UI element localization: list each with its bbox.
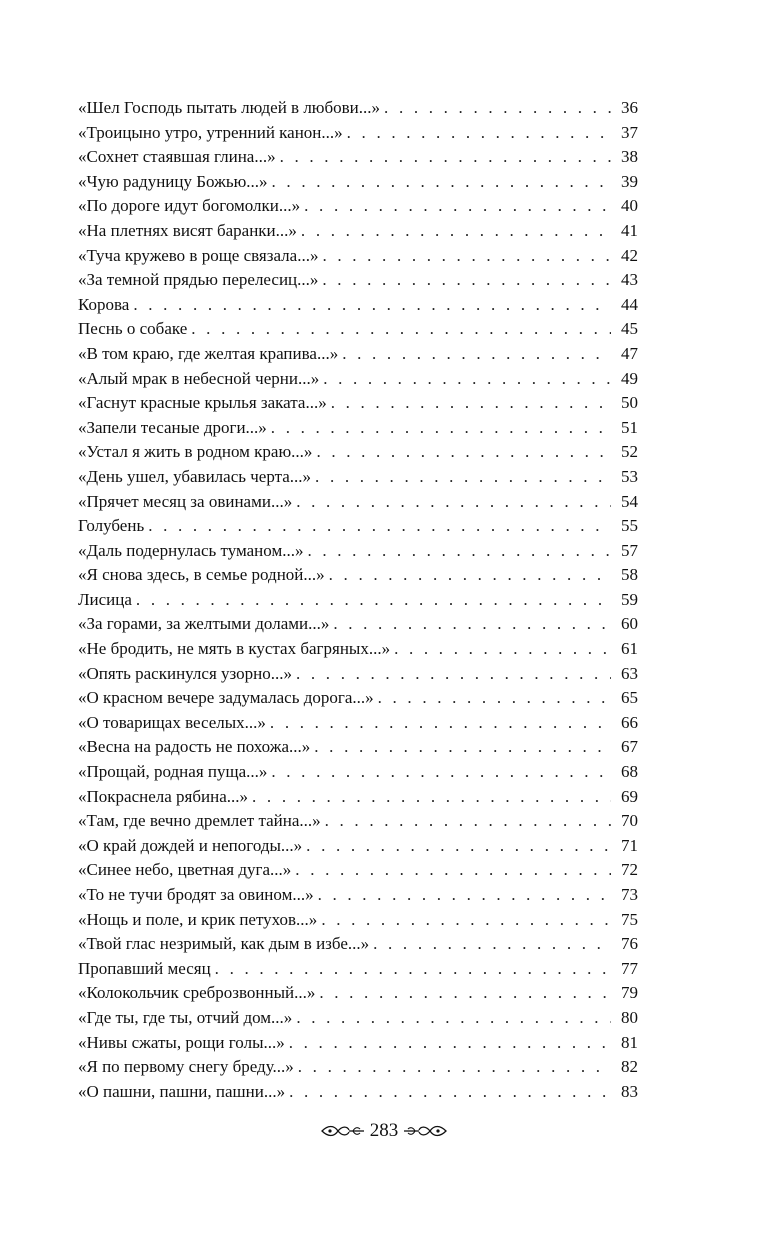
toc-entry-title: Пропавший месяц [78,958,211,978]
toc-entry-page: 49 [621,368,638,388]
toc-entry [78,1055,638,1080]
dot-leader [191,317,611,342]
dot-leader [323,367,611,392]
dot-leader [315,465,611,490]
toc-entry-page: 66 [621,712,638,732]
dot-leader [270,711,611,736]
floral-ornament-right-icon [402,1121,448,1141]
toc-entry-page: 81 [621,1032,638,1052]
toc-entry-title: «Нивы сжаты, рощи голы...» [78,1032,285,1052]
toc-entry [78,637,638,662]
toc-entry-title: «Туча кружево в роще связала...» [78,245,319,265]
dot-leader [307,539,611,564]
dot-leader [331,391,611,416]
toc-entry-page: 42 [621,245,638,265]
toc-entry [78,686,638,711]
toc-entry [78,563,638,588]
dot-leader [325,809,611,834]
floral-ornament-left-icon [320,1121,366,1141]
toc-entry-title: «Не бродить, не мять в кустах багряных...» [78,639,391,659]
dot-leader [321,908,611,933]
toc-entry-title: «Гаснут красные крылья заката...» [78,393,327,413]
dot-leader [384,96,611,121]
toc-entry [78,416,638,441]
dot-leader [394,637,611,662]
toc-entry-page: 76 [621,934,638,954]
dot-leader [136,588,611,613]
toc-entry [78,145,638,170]
toc-entry-page: 69 [621,786,638,806]
toc-entry [78,96,638,121]
dot-leader [133,293,611,318]
dot-leader [314,735,611,760]
toc-entry [78,1031,638,1056]
toc-entry-title: «О красном вечере задумалась дорога...» [78,688,374,708]
toc-entry [78,957,638,982]
toc-entry-title: «Нощь и поле, и крик петухов...» [78,909,318,929]
toc-entry [78,612,638,637]
toc-entry-page: 36 [621,98,638,117]
dot-leader [322,268,611,293]
dot-leader [289,1031,611,1056]
toc-entry [78,1006,638,1031]
toc-entry [78,539,638,564]
toc-entry-title: «За горами, за желтыми долами...» [78,614,330,634]
toc-entry-title: Голубень [78,516,145,536]
toc-entry-page: 71 [621,835,638,855]
toc-entry-title: Песнь о собаке [78,319,188,339]
toc-entry [78,662,638,687]
toc-entry-page: 52 [621,442,638,462]
toc-entry [78,858,638,883]
dot-leader [252,785,611,810]
page-number-footer [0,1120,768,1142]
toc-entry-page: 55 [621,516,638,536]
dot-leader [318,883,611,908]
toc-entry [78,268,638,293]
toc-entry-page: 77 [621,958,638,978]
toc-entry [78,490,638,515]
toc-entry-page: 72 [621,860,638,880]
toc-entry-title: Лисица [78,589,132,609]
toc-entry-title: «День ушел, убавилась черта...» [78,466,312,486]
toc-entry-page: 65 [621,688,638,708]
toc-entry [78,981,638,1006]
toc-entry-page: 82 [621,1057,638,1077]
toc-entry [78,735,638,760]
toc-entry-page: 51 [621,417,638,437]
toc-entry [78,391,638,416]
dot-leader [301,219,611,244]
toc-entry [78,440,638,465]
toc-entry-page: 73 [621,885,638,904]
toc-entry [78,809,638,834]
toc-entry-title: «Запели тесаные дроги...» [78,417,267,437]
dot-leader [295,858,611,883]
toc-entry-title: «Устал я жить в родном краю...» [78,442,313,462]
dot-leader [215,957,611,982]
toc-entry-page: 58 [621,565,638,585]
dot-leader [329,563,611,588]
toc-entry-page: 68 [621,762,638,782]
toc-entry-page: 38 [621,147,638,167]
toc-entry [78,342,638,367]
dot-leader [319,981,611,1006]
dot-leader [306,834,611,859]
toc-entry-title: «Весна на радость не похожа...» [78,737,311,757]
toc-entry [78,760,638,785]
toc-entry [78,514,638,539]
toc-entry-title: «О товарищах веселых...» [78,712,266,732]
toc-entry-title: «Я снова здесь, в семье родной...» [78,565,325,585]
dot-leader [289,1080,611,1105]
toc-entry-title: «За темной прядью перелесиц...» [78,270,319,290]
toc-entry-page: 59 [621,589,638,609]
toc-entry [78,170,638,195]
dot-leader [322,244,611,269]
dot-leader [342,342,611,367]
dot-leader [298,1055,611,1080]
toc-entry-page: 39 [621,171,638,191]
toc-entry [78,908,638,933]
toc-entry [78,121,638,146]
dot-leader [296,490,611,515]
toc-entry-title: Корова [78,294,130,314]
toc-entry-title: «О край дождей и непогоды...» [78,835,303,855]
toc-entry-page: 70 [621,811,638,831]
toc-entry-title: «Даль подернулась туманом...» [78,540,304,560]
dot-leader [304,194,611,219]
dot-leader [280,145,611,170]
toc-entry [78,1080,638,1105]
toc-entry-title: «Алый мрак в небесной черни...» [78,368,320,388]
toc-entry-page: 60 [621,614,638,634]
dot-leader [271,760,611,785]
dot-leader [296,1006,611,1031]
table-of-contents [78,96,638,1104]
toc-entry [78,244,638,269]
toc-entry [78,293,638,318]
toc-entry-title: «Синее небо, цветная дуга...» [78,860,292,880]
toc-entry-title: «Прощай, родная пуща...» [78,762,268,782]
toc-entry-page: 79 [621,983,638,1003]
toc-entry-page: 54 [621,491,638,511]
toc-entry-page: 57 [621,540,638,560]
toc-entry [78,219,638,244]
toc-entry-page: 44 [621,294,638,314]
dot-leader [148,514,611,539]
toc-entry-page: 63 [621,663,638,683]
toc-entry-title: «Шел Господь пытать людей в любови...» [78,98,381,117]
dot-leader [373,932,611,957]
toc-entry-page: 45 [621,319,638,339]
toc-entry-title: «Опять раскинулся узорно...» [78,663,292,683]
toc-entry-page: 61 [621,639,638,659]
toc-entry-page: 80 [621,1007,638,1027]
dot-leader [316,440,611,465]
toc-entry [78,883,638,908]
toc-entry-title: «Колокольчик среброзвонный...» [78,983,316,1003]
toc-entry-title: «Я по первому снегу бреду...» [78,1057,294,1077]
dot-leader [347,121,611,146]
toc-entry-title: «Покраснела рябина...» [78,786,249,806]
toc-entry [78,932,638,957]
toc-entry-title: «Твой глас незримый, как дым в избе...» [78,934,370,954]
toc-entry-title: «Там, где вечно дремлет тайна...» [78,811,321,831]
toc-entry-title: «О пашни, пашни, пашни...» [78,1081,286,1101]
toc-entry-page: 53 [621,466,638,486]
dot-leader [272,170,611,195]
toc-entry [78,317,638,342]
toc-entry [78,194,638,219]
toc-entry-title: «Сохнет стаявшая глина...» [78,147,276,167]
dot-leader [296,662,611,687]
toc-entry-title: «Чую радуницу Божью...» [78,171,268,191]
toc-entry [78,785,638,810]
toc-entry [78,834,638,859]
toc-entry-title: «Прячет месяц за овинами...» [78,491,293,511]
toc-entry-title: «Где ты, где ты, отчий дом...» [78,1007,293,1027]
toc-entry-page: 37 [621,122,638,142]
dot-leader [271,416,611,441]
page-number: 283 [369,1120,399,1141]
toc-entry [78,465,638,490]
toc-entry-page: 41 [621,220,638,240]
toc-entry [78,367,638,392]
toc-entry-page: 40 [621,196,638,216]
toc-entry [78,711,638,736]
toc-entry-page: 43 [621,270,638,290]
dot-leader [333,612,611,637]
toc-entry-title: «По дороге идут богомолки...» [78,196,301,216]
toc-entry-page: 83 [621,1081,638,1101]
toc-entry-page: 50 [621,393,638,413]
toc-entry-page: 47 [621,343,638,363]
toc-entry-title: «На плетнях висят баранки...» [78,220,297,240]
toc-entry-page: 75 [621,909,638,929]
dot-leader [378,686,611,711]
toc-entry-title: «То не тучи бродят за овином...» [78,885,314,904]
toc-entry-title: «Троицыно утро, утренний канон...» [78,122,343,142]
toc-entry [78,588,638,613]
toc-entry-title: «В том краю, где желтая крапива...» [78,343,339,363]
toc-entry-page: 67 [621,737,638,757]
